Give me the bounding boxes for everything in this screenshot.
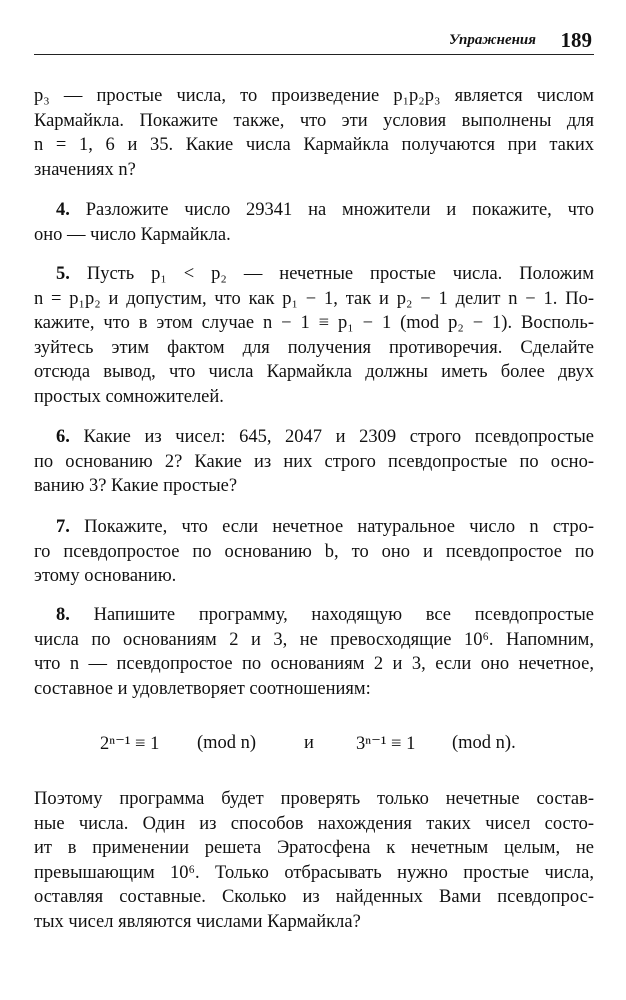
text-line: ные числа. Один из способов нахождения таких чисел состо- [34, 813, 594, 834]
text-line: простых сомножителей. [34, 386, 224, 407]
text-line: зуйтесь этим фактом для получения противоречия. Сделайте [34, 337, 594, 358]
formula-left-mod: (mod n) [197, 733, 257, 753]
section-title: Упражнения [448, 32, 536, 48]
exercise-8-continued [34, 787, 594, 935]
formula-conjunction: и [304, 733, 314, 753]
text-line: числа по основаниям 2 и 3, не превосходящие 10⁶. Напомним, [34, 629, 594, 650]
exercise-number: 7. [56, 517, 70, 537]
exercise-5 [34, 262, 594, 410]
formula-right: 3ⁿ⁻¹ ≡ 1 [356, 734, 416, 754]
text-line: n = p₁p₂ и допустим, что как p₁ − 1, так и p₂ − 1 делит n − 1. По- [34, 288, 594, 309]
text-line: составное и удовлетворяет соотношениям: [34, 678, 371, 699]
text-line: n = 1, 6 и 35. Какие числа Кармайкла получаются при таких [34, 135, 594, 156]
text-line: отсюда вывод, что числа Кармайкла должны иметь более двух [34, 362, 594, 383]
exercise-number: 8. [56, 605, 70, 625]
display-formula [34, 733, 594, 759]
text-line: 7. Покажите, что если нечетное натуральное число n стро- [56, 517, 594, 537]
text-line: p₃ — простые числа, то произведение p₁p₂p₃ является числом [34, 86, 594, 106]
text-line: оставляя составные. Сколько из найденных Вами псевдопрос- [34, 887, 594, 908]
text-line: кажите, что в этом случае n − 1 ≡ p₁ − 1 (mod p₂ − 1). Восполь- [34, 313, 594, 334]
text-line: оно — число Кармайкла. [34, 224, 231, 245]
exercise-8 [34, 603, 594, 701]
text-line: ванию 3? Какие простые? [34, 476, 238, 497]
text-line: этому основанию. [34, 566, 177, 587]
text-line: 4. Разложите число 29341 на множители и покажите, что [56, 200, 594, 220]
text-line: 6. Какие из чисел: 645, 2047 и 2309 строго псевдопростые [56, 427, 594, 447]
text-line: по основанию 2? Какие из них строго псевдопростые по осно- [34, 451, 594, 472]
exercise-7 [34, 515, 594, 589]
formula-left: 2ⁿ⁻¹ ≡ 1 [100, 734, 160, 754]
text-line: го псевдопростое по основанию b, то оно и псевдопростое по [34, 541, 594, 562]
exercise-number: 5. [56, 264, 70, 284]
text-line: значениях n? [34, 159, 136, 180]
page-number: 189 [560, 28, 592, 52]
exercise-4 [34, 198, 594, 247]
text-line: тых чисел являются числами Кармайкла? [34, 911, 361, 932]
text-line: Кармайкла. Покажите также, что эти условия выполнены для [34, 110, 594, 131]
text-line: 8. Напишите программу, находящую все псевдопростые [56, 605, 594, 625]
exercise-6 [34, 425, 594, 499]
text-line: превышающим 10⁶. Только отбрасывать нужно простые числа, [34, 862, 594, 883]
exercise-number: 4. [56, 200, 70, 220]
exercise-number: 6. [56, 427, 70, 447]
paragraph-continued [34, 84, 594, 182]
text-line: Поэтому программа будет проверять только нечетные состав- [34, 789, 594, 809]
text-line: ит в применении решета Эратосфена к нечетным целым, не [34, 838, 594, 859]
formula-right-mod: (mod n). [452, 733, 516, 753]
running-header [34, 28, 594, 55]
text-line: 5. Пусть p₁ < p₂ — нечетные простые числа. Положим [56, 264, 594, 284]
text-line: что n — псевдопростое по основаниям 2 и 3, если оно нечетное, [34, 654, 594, 675]
